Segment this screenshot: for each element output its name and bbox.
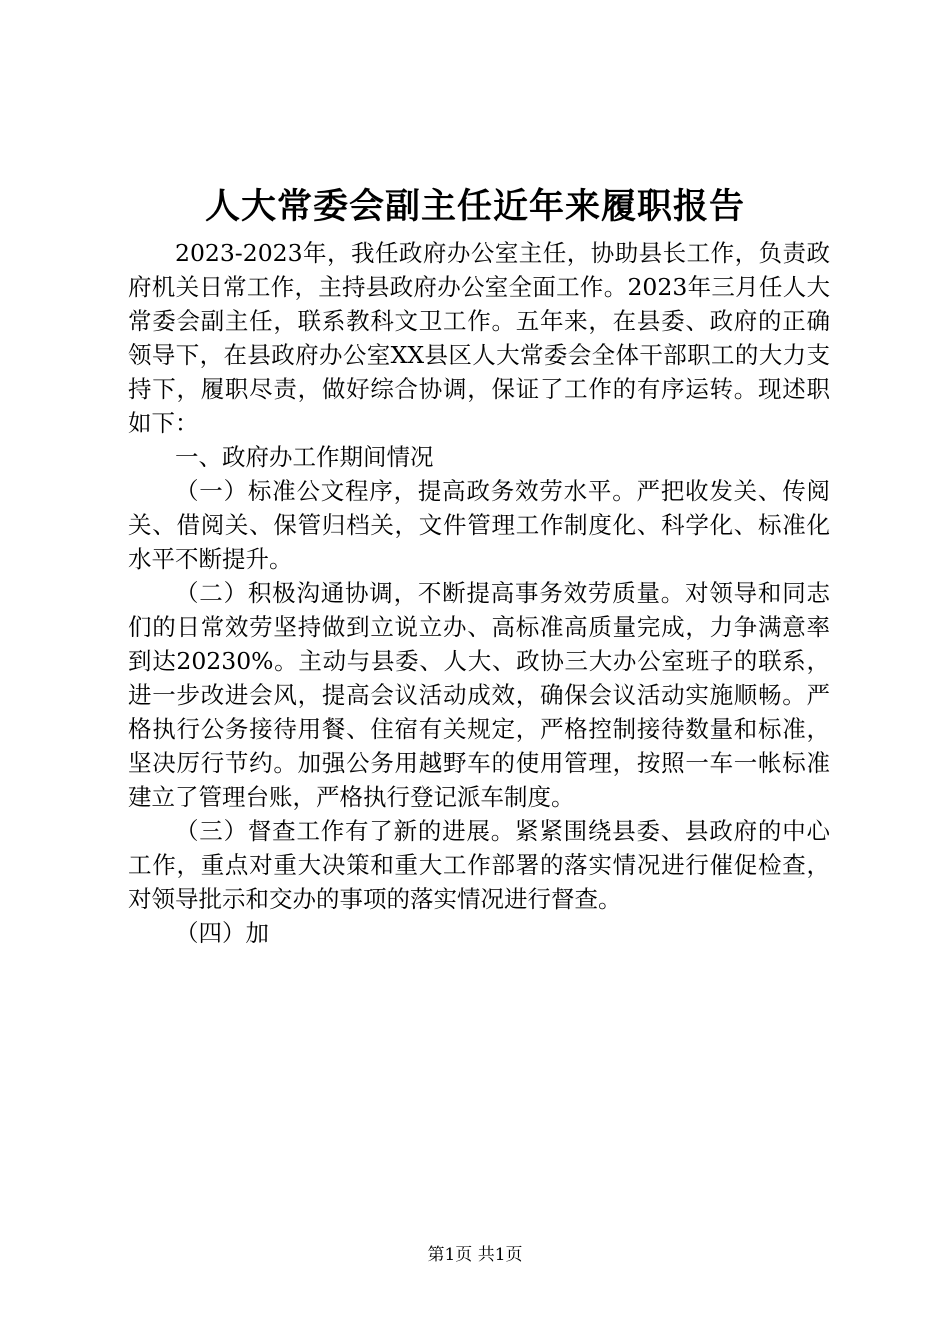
paragraph-item-1: （一）标准公文程序，提高政务效劳水平。严把收发关、传阅关、借阅关、保管归档关，文件管理工作制度化、科学化、标准化水平不断提升。 (128, 477, 830, 573)
document-body (128, 236, 830, 950)
paragraph-intro: 2023-2023年，我任政府办公室主任，协助县长工作，负责政府机关日常工作，主持县政府办公室全面工作。2023年三月任人大常委会副主任，联系教科文卫工作。五年来，在县委、政府的正确领导下，在县政府办公室XX县区人大常委会全体干部职工的大力支持下，履职尽责，做好综合协调，保证了工作的有序运转。现述职如下： (128, 239, 830, 437)
document-title: 人大常委会副主任近年来履职报告 (204, 186, 745, 227)
paragraph-item-4: （四）加 (175, 919, 269, 947)
section-heading-1: 一、政府办工作期间情况 (175, 443, 434, 471)
paragraph-item-3: （三）督查工作有了新的进展。紧紧围绕县委、县政府的中心工作，重点对重大决策和重大工作部署的落实情况进行催促检查，对领导批示和交办的事项的落实情况进行督查。 (128, 817, 830, 913)
page-number-footer: 第1页 共1页 (427, 1245, 523, 1265)
paragraph-item-2: （二）积极沟通协调，不断提高事务效劳质量。对领导和同志们的日常效劳坚持做到立说立办、高标准高质量完成，力争满意率到达20230%。主动与县委、人大、政协三大办公室班子的联系，进一步改进会风，提高会议活动成效，确保会议活动实施顺畅。严格执行公务接待用餐、住宿有关规定，严格控制接待数量和标准，坚决厉行节约。加强公务用越野车的使用管理，按照一车一帐标准建立了管理台账，严格执行登记派车制度。 (128, 579, 830, 811)
